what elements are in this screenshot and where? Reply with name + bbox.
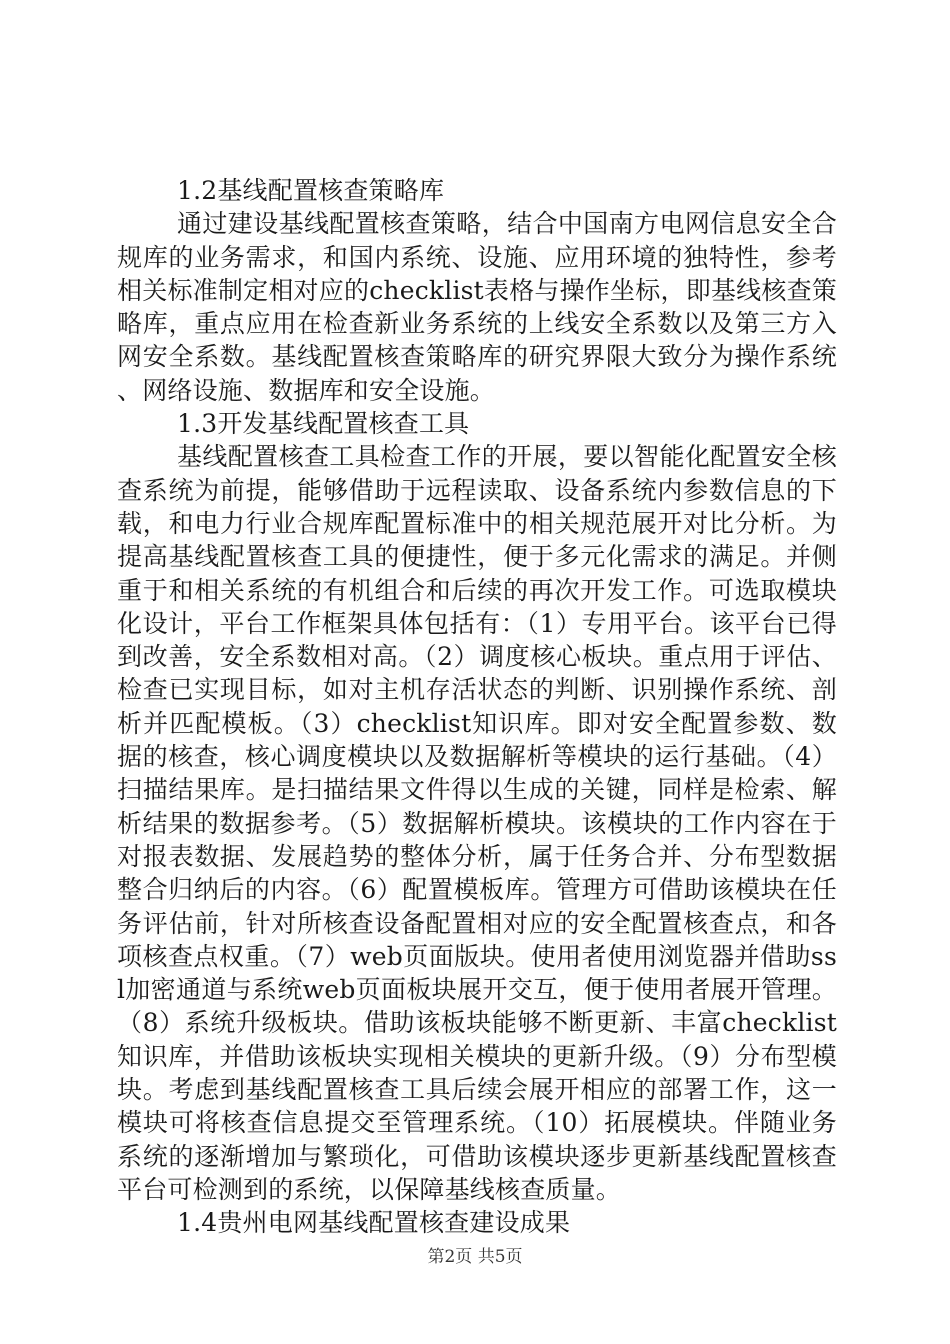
section-paragraph-1-2: 通过建设基线配置核查策略，结合中国南方电网信息安全合规库的业务需求，和国内系统、设施、应用环境的独特性，参考相关标准制定相对应的checklist表格与操作坐标，即基线核查策略库，重点应用在检查新业务系统的上线安全系数以及第三方入网安全系数。基线配置核查策略库的研究界限大致分为操作系统、网络设施、数据库和安全设施。: [117, 209, 837, 405]
page-footer: 第2页 共5页: [427, 1247, 523, 1267]
section-heading-1-4: 1.4贵州电网基线配置核查建设成果: [177, 1208, 571, 1238]
section-heading-1-3: 1.3开发基线配置核查工具: [177, 409, 470, 439]
section-paragraph-1-3: 基线配置核查工具检查工作的开展，要以智能化配置安全核查系统为前提，能够借助于远程读取、设备系统内参数信息的下载，和电力行业合规库配置标准中的相关规范展开对比分析。为提高基线配置核查工具的便捷性，便于多元化需求的满足。并侧重于和相关系统的有机组合和后续的再次开发工作。可选取模块化设计，平台工作框架具体包括有：（1）专用平台。该平台已得到改善，安全系数相对高。（2）调度核心板块。重点用于评估、检查已实现目标，如对主机存活状态的判断、识别操作系统、剖析并匹配模板。（3）checklist知识库。即对安全配置参数、数据的核查，核心调度模块以及数据解析等模块的运行基础。（4）扫描结果库。是扫描结果文件得以生成的关键，同样是检索、解析结果的数据参考。（5）数据解析模块。该模块的工作内容在于对报表数据、发展趋势的整体分析，属于任务合并、分布型数据整合归纳后的内容。（6）配置模板库。管理方可借助该模块在任务评估前，针对所核查设备配置相对应的安全配置核查点，和各项核查点权重。（7）web页面版块。使用者使用浏览器并借助ssl加密通道与系统web页面板块展开交互，便于使用者展开管理。（8）系统升级板块。借助该板块能够不断更新、丰富checklist知识库，并借助该板块实现相关模块的更新升级。（9）分布型模块。考虑到基线配置核查工具后续会展开相应的部署工作，这一模块可将核查信息提交至管理系统。（10）拓展模块。伴随业务系统的逐渐增加与繁琐化，可借助该模块逐步更新基线配置核查平台可检测到的系统，以保障基线核查质量。: [117, 442, 837, 1204]
section-heading-1-2: 1.2基线配置核查策略库: [177, 176, 445, 205]
document-body: [117, 174, 837, 1240]
